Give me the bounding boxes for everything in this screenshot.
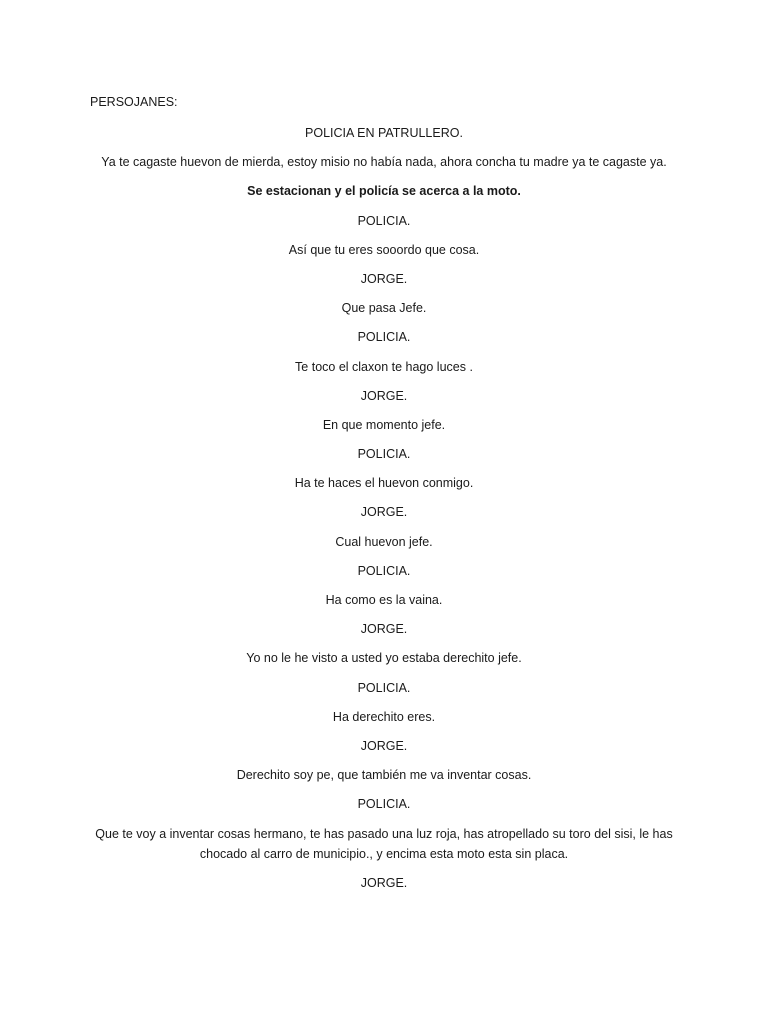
dialogue-line: Te toco el claxon te hago luces . (295, 359, 473, 374)
script-body (88, 123, 680, 902)
speaker-name: POLICIA. (357, 563, 411, 578)
scene-heading: POLICIA EN PATRULLERO. (305, 126, 463, 140)
stage-direction: Se estacionan y el policía se acerca a la moto. (247, 184, 521, 199)
speaker-name: POLICIA. (357, 680, 411, 695)
dialogue-line: Que te voy a inventar cosas hermano, te has pasado una luz roja, has atropellado su toro del sisi, le has chocado al carro de municipio., y encima esta moto esta sin placa. (95, 826, 673, 861)
speaker-name: JORGE. (360, 622, 408, 637)
dialogue-line: Que pasa Jefe. (341, 301, 427, 316)
speaker-name: POLICIA. (357, 213, 411, 228)
speaker-name: POLICIA. (357, 447, 411, 462)
speaker-name: JORGE. (360, 271, 408, 286)
speaker-name: JORGE. (360, 875, 408, 890)
speaker-name: JORGE. (360, 505, 408, 520)
dialogue-line: Yo no le he visto a usted yo estaba derechito jefe. (246, 651, 522, 666)
dialogue-line: Ya te cagaste huevon de mierda, estoy misio no había nada, ahora concha tu madre ya te cagaste ya. (101, 155, 667, 170)
speaker-name: POLICIA. (357, 330, 411, 345)
speaker-name: JORGE. (360, 388, 408, 403)
dialogue-line: En que momento jefe. (322, 417, 446, 432)
dialogue-line: Cual huevon jefe. (335, 534, 433, 549)
speaker-name: POLICIA. (357, 797, 411, 812)
speaker-name: JORGE. (360, 738, 408, 753)
dialogue-line: Ha derechito eres. (332, 709, 436, 724)
dialogue-line: Ha como es la vaina. (325, 593, 443, 607)
dialogue-line: Derechito soy pe, que también me va inventar cosas. (236, 768, 532, 783)
characters-heading: PERSOJANES: (90, 95, 178, 109)
dialogue-line: Ha te haces el huevon conmigo. (294, 476, 474, 491)
dialogue-line: Así que tu eres sooordo que cosa. (288, 242, 480, 257)
